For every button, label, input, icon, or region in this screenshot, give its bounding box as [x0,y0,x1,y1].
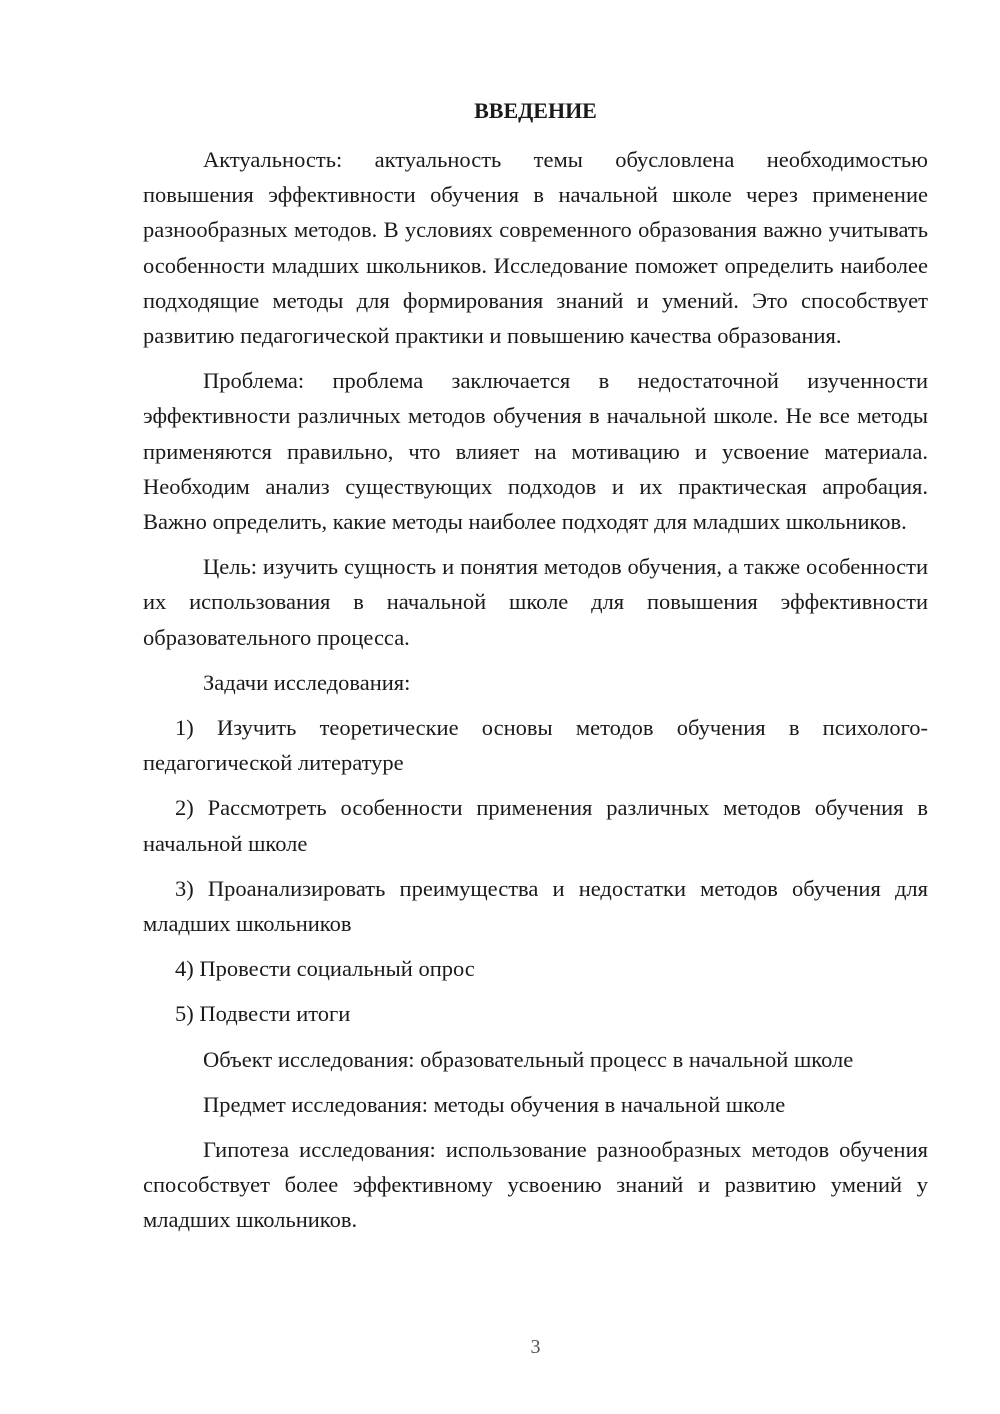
page-number: 3 [530,1336,541,1358]
task-item: 2) Рассмотреть особенности применения различных методов обучения в начальной школе [143,795,928,856]
page-title: ВВЕДЕНИЕ [474,98,597,123]
document-body [143,142,928,1248]
task-item: 4) Провести социальный опрос [175,956,475,982]
object-paragraph: Объект исследования: образовательный процесс в начальной школе [203,1046,854,1072]
goal-paragraph: Цель: изучить сущность и понятия методов обучения, а также особенности их использования в начальной школе для повышения эффективности образовательного процесса. [143,554,928,650]
task-item: 5) Подвести итоги [175,1001,351,1027]
tasks-heading: Задачи исследования: [203,669,411,695]
hypothesis-paragraph: Гипотеза исследования: использование разнообразных методов обучения способствует более эффективному усвоению знаний и развитию умений у младших школьников. [143,1137,928,1233]
task-item: 1) Изучить теоретические основы методов обучения в психолого-педагогической литературе [143,715,928,776]
relevance-paragraph: Актуальность: актуальность темы обусловлена необходимостью повышения эффективности обучения в начальной школе через применение разнообразных методов. В условиях современного образования важно учитывать особенности младших школьников. Исследование поможет определить наиболее подходящие методы для формирования знаний и умений. Это способствует развитию педагогической практики и повышению качества образования. [143,147,928,349]
task-item: 3) Проанализировать преимущества и недостатки методов обучения для младших школьников [143,875,928,937]
subject-paragraph: Предмет исследования: методы обучения в начальной школе [203,1091,786,1117]
problem-paragraph: Проблема: проблема заключается в недостаточной изученности эффективности различных методов обучения в начальной школе. Не все методы применяются правильно, что влияет на мотивацию и усвоение материала. Необходим анализ существующих подходов и их практическая апробация. Важно определить, какие методы наиболее подходят для младших школьников. [143,368,928,535]
